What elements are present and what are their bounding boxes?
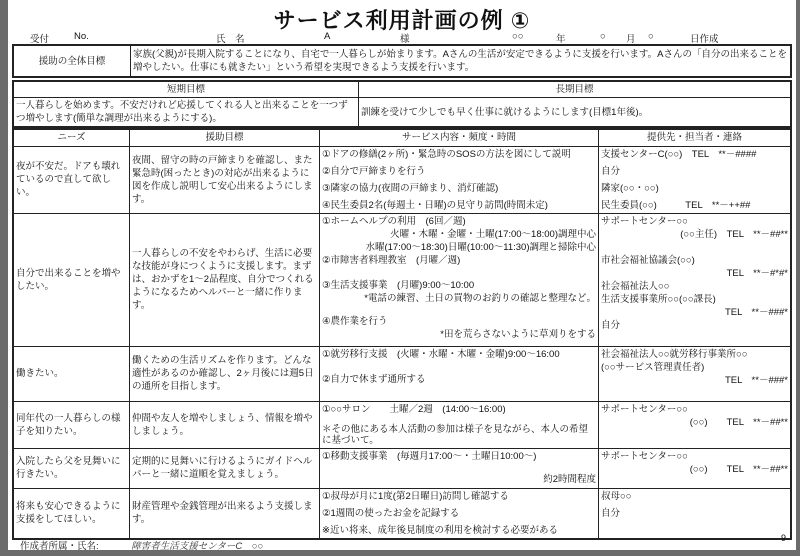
provider-item: 社会福祉法人○○	[601, 280, 670, 292]
author-footer	[20, 538, 263, 552]
provider-item: (○○主任) TEL **－##**	[680, 228, 788, 240]
provider-item: TEL **－###*	[724, 374, 788, 386]
provider-item: サポートセンター○○	[601, 215, 688, 227]
service-item: ①ドアの修繕(2ヶ所)・緊急時のSOSの方法を図にして説明	[322, 148, 571, 160]
author-label: 作成者所属・氏名:	[20, 541, 99, 552]
provider-item: 隣家(○○・○○)	[601, 182, 659, 194]
provider-item: 支援センターC(○○) TEL **－####	[601, 148, 757, 160]
services-cell	[320, 448, 599, 488]
table-row	[13, 401, 791, 448]
provider-item: (○○) TEL **－##**	[689, 463, 788, 475]
services-cell	[320, 346, 599, 401]
long-term-goal-text: 訓練を受けて少しでも早く仕事に就けるようにします(目標1年後)。	[359, 98, 792, 128]
table-row	[13, 488, 791, 539]
service-item: ①就労移行支援 (火曜・水曜・木曜・金曜)9:00～16:00	[322, 348, 560, 360]
reception-label: 受付	[30, 34, 50, 45]
table-row	[13, 346, 791, 401]
goal-cell: 財産管理や金銭管理が出来るよう支援します。	[130, 488, 320, 539]
overall-goal-label: 援助の全体目標	[13, 45, 131, 77]
needs-cell: 夜が不安だ。ドアも壊れているので直して欲しい。	[13, 146, 130, 213]
service-note: 火曜・木曜・金曜・土曜(17:00～18:00)調理中心	[390, 228, 596, 240]
services-cell	[320, 488, 599, 539]
column-header-goal: 援助目標	[130, 129, 320, 146]
needs-cell: 将来も安心できるように支援をしてほしい。	[13, 488, 130, 539]
needs-cell: 働きたい。	[13, 346, 130, 401]
needs-cell: 同年代の一人暮らしの様子を知りたい。	[13, 401, 130, 448]
providers-cell	[599, 401, 792, 448]
short-term-goal-text: 一人暮らしを始めます。不安だけれど応援してくれる人と出来ることを一つずつ増やします(簡単な調理が出来るようにする)。	[13, 98, 359, 128]
service-item: ②1週間の使ったお金を記録する	[322, 507, 460, 519]
providers-cell	[599, 346, 792, 401]
service-item: ②自分で戸締まりを行う	[322, 165, 426, 177]
month-value: ○	[600, 31, 606, 42]
goal-cell: 夜間、留守の時の戸締まりを確認し、また緊急時(困ったとき)の対応が出来るように図を作成し説明して安心出来るようにします。	[130, 146, 320, 213]
month-label: 月	[626, 34, 636, 45]
service-item: ①移動支援事業 (毎週月17:00～・土曜日10:00～)	[322, 450, 537, 462]
needs-cell: 入院したら父を見舞いに行きたい。	[13, 448, 130, 488]
service-note: ※近い将来、成年後見制度の利用を検討する必要がある	[322, 524, 558, 536]
name-value: A	[324, 31, 331, 42]
long-term-goal-label: 長期目標	[359, 81, 792, 98]
services-cell	[320, 401, 599, 448]
provider-item: 市社会福祉協議会(○○)	[601, 254, 695, 266]
provider-item: TEL **－#*#*	[726, 267, 788, 279]
column-header-needs: ニーズ	[13, 129, 130, 146]
provider-item: 生活支援事業所○○(○○課長)	[601, 293, 716, 305]
name-label: 氏 名	[216, 34, 245, 45]
service-item: ③生活支援事業 (月曜)9:00～10:00	[322, 279, 475, 291]
service-note: 約2時間程度	[543, 473, 596, 485]
column-header-providers: 提供先・担当者・連絡	[599, 129, 792, 146]
service-item: ④農作業を行う	[322, 315, 388, 327]
page-title: サービス利用計画の例 ①	[273, 8, 531, 33]
short-term-goal-label: 短期目標	[13, 81, 359, 98]
goals-table	[12, 80, 792, 128]
provider-item: (○○サービス管理責任者)	[601, 361, 705, 373]
provider-item: 自分	[601, 507, 621, 519]
providers-cell	[599, 146, 792, 213]
service-plan-table	[12, 128, 792, 540]
provider-item: サポートセンター○○	[601, 403, 688, 415]
service-item: ①叔母が月に1度(第2日曜日)訪問し確認する	[322, 490, 509, 502]
created-label: 日作成	[690, 34, 719, 45]
table-row	[13, 213, 791, 346]
providers-cell	[599, 448, 792, 488]
provider-item: 自分	[601, 319, 621, 331]
goal-cell: 定期的に見舞いに行けるようにガイドヘルパーと一緒に道順を覚えましょう。	[130, 448, 320, 488]
overall-goal-table	[12, 44, 792, 78]
service-item: ④民生委員2名(毎週土・日曜)の見守り訪問(時間未定)	[322, 199, 548, 211]
provider-item: サポートセンター○○	[601, 450, 688, 462]
needs-cell: 自分で出来ることを増やしたい。	[13, 213, 130, 346]
providers-cell	[599, 213, 792, 346]
service-note: ＊その他にある本人活動の参加は様子を見ながら、本人の希望に基づいて。	[322, 423, 589, 446]
service-item: ③隣家の協力(夜間の戸締まり、消灯確認)	[322, 182, 499, 194]
goal-cell: 一人暮らしの不安をやわらげ、生活に必要な技能が身につくように支援します。まずは、おかずを1～2品程度、自分でつくれるようになるためヘルパーと一緒に作ります。	[130, 213, 320, 346]
service-item: ①ホームヘルプの利用 (6回／週)	[322, 215, 466, 227]
honorific: 様	[400, 34, 410, 45]
overall-goal-text: 家族(父親)が長期入院することになり、自宅で一人暮らしが始まります。Aさんの生活が安定できるように支援を行います。Aさんの「自分の出来ることを増やしたい。仕事にも就きたい」という希望を実現できるよう支援を行います。	[131, 45, 792, 77]
services-cell	[320, 213, 599, 346]
provider-item: 自分	[601, 165, 621, 177]
no-label: No.	[74, 31, 89, 42]
service-note: 水曜(17:00～18:30)日曜(10:00～11:30)調理と掃除中心	[365, 241, 596, 253]
day-value: ○	[648, 31, 654, 42]
provider-item: TEL **－###*	[724, 306, 788, 318]
page-number: 9	[780, 533, 786, 543]
goal-cell: 働くための生活リズムを作ります。どんな適性があるのか確認し、2ヶ月後には週5日の通所を目指します。	[130, 346, 320, 401]
provider-item: 民生委員(○○) TEL **－++##	[601, 199, 751, 211]
provider-item: 社会福祉法人○○就労移行事業所○○	[601, 348, 748, 360]
provider-item: 叔母○○	[601, 490, 632, 502]
year-label: 年	[556, 34, 566, 45]
service-item: ①○○サロン 土曜／2週 (14:00～16:00)	[322, 403, 506, 415]
service-item: ②市障害者料理教室 (月曜／週)	[322, 254, 461, 266]
service-item: ②自力で休まず通所する	[322, 373, 426, 385]
year-value: ○○	[512, 31, 524, 42]
table-row	[13, 448, 791, 488]
author-value: 障害者生活支援センターC ○○	[131, 541, 264, 552]
table-row	[13, 146, 791, 213]
providers-cell	[599, 488, 792, 539]
services-cell	[320, 146, 599, 213]
provider-item: (○○) TEL **－##**	[689, 416, 788, 428]
service-note: *田を荒らさないように草刈りをする	[440, 328, 596, 340]
document-page	[8, 0, 796, 550]
goal-cell: 仲間や友人を増やしましょう、情報を増やしましょう。	[130, 401, 320, 448]
service-note: *電話の練習、土日の買物のお釣りの確認と整理など。	[364, 292, 596, 304]
column-header-services: サービス内容・頻度・時間	[320, 129, 599, 146]
